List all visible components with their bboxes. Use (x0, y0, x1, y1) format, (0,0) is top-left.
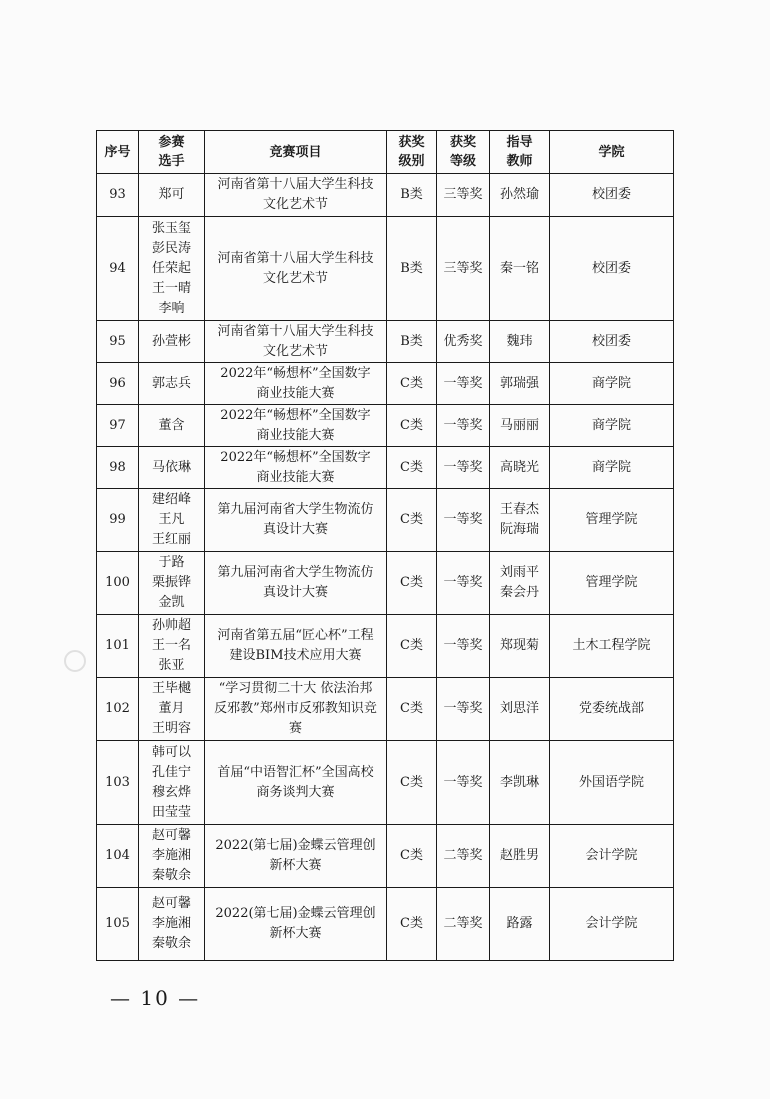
table-row (97, 489, 674, 552)
table-row (97, 447, 674, 489)
table-cell: B类 (387, 217, 437, 321)
table-cell: 赵胜男 (490, 825, 550, 888)
table-cell: 刘雨平 秦会丹 (490, 552, 550, 615)
table-cell: 一等奖 (437, 615, 490, 678)
table-cell: C类 (387, 888, 437, 961)
table-cell: C类 (387, 363, 437, 405)
table-cell: 101 (97, 615, 139, 678)
table-cell: 一等奖 (437, 741, 490, 825)
table-cell: 会计学院 (550, 888, 674, 961)
table-cell: 第九届河南省大学生物流仿 真设计大赛 (205, 489, 387, 552)
table-cell: C类 (387, 741, 437, 825)
table-cell: 王毕樾 董月 王明容 (139, 678, 205, 741)
table-cell: 第九届河南省大学生物流仿 真设计大赛 (205, 552, 387, 615)
table-cell: 102 (97, 678, 139, 741)
header-cell: 学院 (550, 131, 674, 174)
table-cell: C类 (387, 405, 437, 447)
table-cell: C类 (387, 825, 437, 888)
table-cell: 2022年“畅想杯”全国数字 商业技能大赛 (205, 363, 387, 405)
header-cell: 获奖 级别 (387, 131, 437, 174)
table-cell: 97 (97, 405, 139, 447)
table-cell: 优秀奖 (437, 321, 490, 363)
table-cell: 河南省第十八届大学生科技 文化艺术节 (205, 321, 387, 363)
table-cell: 二等奖 (437, 825, 490, 888)
table-header-row (97, 131, 674, 174)
table-row (97, 825, 674, 888)
table-cell: 郭志兵 (139, 363, 205, 405)
table-row (97, 405, 674, 447)
table-row (97, 615, 674, 678)
table-cell: 郑可 (139, 174, 205, 217)
table-cell: 一等奖 (437, 405, 490, 447)
table-row (97, 552, 674, 615)
table-cell: 二等奖 (437, 888, 490, 961)
table-cell: 高晓光 (490, 447, 550, 489)
table-cell: 魏玮 (490, 321, 550, 363)
table-row (97, 321, 674, 363)
table-cell: B类 (387, 321, 437, 363)
table-cell: 商学院 (550, 405, 674, 447)
table-row (97, 678, 674, 741)
table-cell: “学习贯彻二十大 依法治邦 反邪教”郑州市反邪教知识竞 赛 (205, 678, 387, 741)
table-cell: 95 (97, 321, 139, 363)
table-cell: 孙然瑜 (490, 174, 550, 217)
table-cell: 2022年“畅想杯”全国数字 商业技能大赛 (205, 447, 387, 489)
table-cell: 一等奖 (437, 552, 490, 615)
table-cell: 校团委 (550, 174, 674, 217)
table-cell: 商学院 (550, 447, 674, 489)
table-cell: 孙帅超 王一名 张亚 (139, 615, 205, 678)
header-cell: 竞赛项目 (205, 131, 387, 174)
table-row (97, 363, 674, 405)
header-cell: 序号 (97, 131, 139, 174)
table-cell: C类 (387, 678, 437, 741)
table-cell: 刘思洋 (490, 678, 550, 741)
table-cell: 校团委 (550, 217, 674, 321)
table-cell: 外国语学院 (550, 741, 674, 825)
header-cell: 获奖 等级 (437, 131, 490, 174)
table-cell: 管理学院 (550, 489, 674, 552)
table-cell: 土木工程学院 (550, 615, 674, 678)
table-cell: 一等奖 (437, 489, 490, 552)
table-row (97, 217, 674, 321)
table-cell: 96 (97, 363, 139, 405)
table-cell: 商学院 (550, 363, 674, 405)
table-cell: 校团委 (550, 321, 674, 363)
table-row (97, 888, 674, 961)
table-cell: 105 (97, 888, 139, 961)
table-cell: 98 (97, 447, 139, 489)
table-cell: 99 (97, 489, 139, 552)
header-cell: 参赛 选手 (139, 131, 205, 174)
table-cell: 路露 (490, 888, 550, 961)
table-row (97, 174, 674, 217)
table-cell: 会计学院 (550, 825, 674, 888)
table-cell: 河南省第十八届大学生科技 文化艺术节 (205, 174, 387, 217)
table-cell: 赵可馨 李施湘 秦敬余 (139, 825, 205, 888)
table-cell: 一等奖 (437, 678, 490, 741)
table-cell: 2022年“畅想杯”全国数字 商业技能大赛 (205, 405, 387, 447)
table-cell: 赵可馨 李施湘 秦敬余 (139, 888, 205, 961)
table-cell: 管理学院 (550, 552, 674, 615)
table-cell: 于路 栗振铧 金凯 (139, 552, 205, 615)
seal-mark (64, 650, 86, 672)
table-cell: 104 (97, 825, 139, 888)
table-cell: C类 (387, 615, 437, 678)
table-cell: B类 (387, 174, 437, 217)
table-cell: 100 (97, 552, 139, 615)
page-number: — 10 — (110, 986, 201, 1010)
table-cell: 三等奖 (437, 174, 490, 217)
table-cell: 河南省第五届“匠心杯”工程 建设BIM技术应用大赛 (205, 615, 387, 678)
table-cell: 三等奖 (437, 217, 490, 321)
table-cell: 一等奖 (437, 447, 490, 489)
table-cell: 2022(第七届)金蝶云管理创 新杯大赛 (205, 888, 387, 961)
table-cell: 秦一铭 (490, 217, 550, 321)
table-cell: 马丽丽 (490, 405, 550, 447)
table-cell: 李凯琳 (490, 741, 550, 825)
table-row (97, 741, 674, 825)
table-cell: 张玉玺 彭民涛 任荣起 王一晴 李响 (139, 217, 205, 321)
table-cell: 郑现菊 (490, 615, 550, 678)
table-cell: 河南省第十八届大学生科技 文化艺术节 (205, 217, 387, 321)
table-cell: 一等奖 (437, 363, 490, 405)
table-cell: C类 (387, 447, 437, 489)
table-cell: 韩可以 孔佳宁 穆玄烨 田莹莹 (139, 741, 205, 825)
table-cell: 2022(第七届)金蝶云管理创 新杯大赛 (205, 825, 387, 888)
table-cell: 孙萱彬 (139, 321, 205, 363)
table-cell: C类 (387, 489, 437, 552)
table-cell: 103 (97, 741, 139, 825)
table-cell: 王春杰 阮海瑞 (490, 489, 550, 552)
table-cell: 建绍峰 王凡 王红丽 (139, 489, 205, 552)
table-cell: 93 (97, 174, 139, 217)
awards-table (96, 130, 674, 961)
table-cell: C类 (387, 552, 437, 615)
table-cell: 马依琳 (139, 447, 205, 489)
table-cell: 94 (97, 217, 139, 321)
table-cell: 首届“中语智汇杯”全国高校 商务谈判大赛 (205, 741, 387, 825)
table-cell: 郭瑞强 (490, 363, 550, 405)
table-cell: 董含 (139, 405, 205, 447)
header-cell: 指导 教师 (490, 131, 550, 174)
table-cell: 党委统战部 (550, 678, 674, 741)
